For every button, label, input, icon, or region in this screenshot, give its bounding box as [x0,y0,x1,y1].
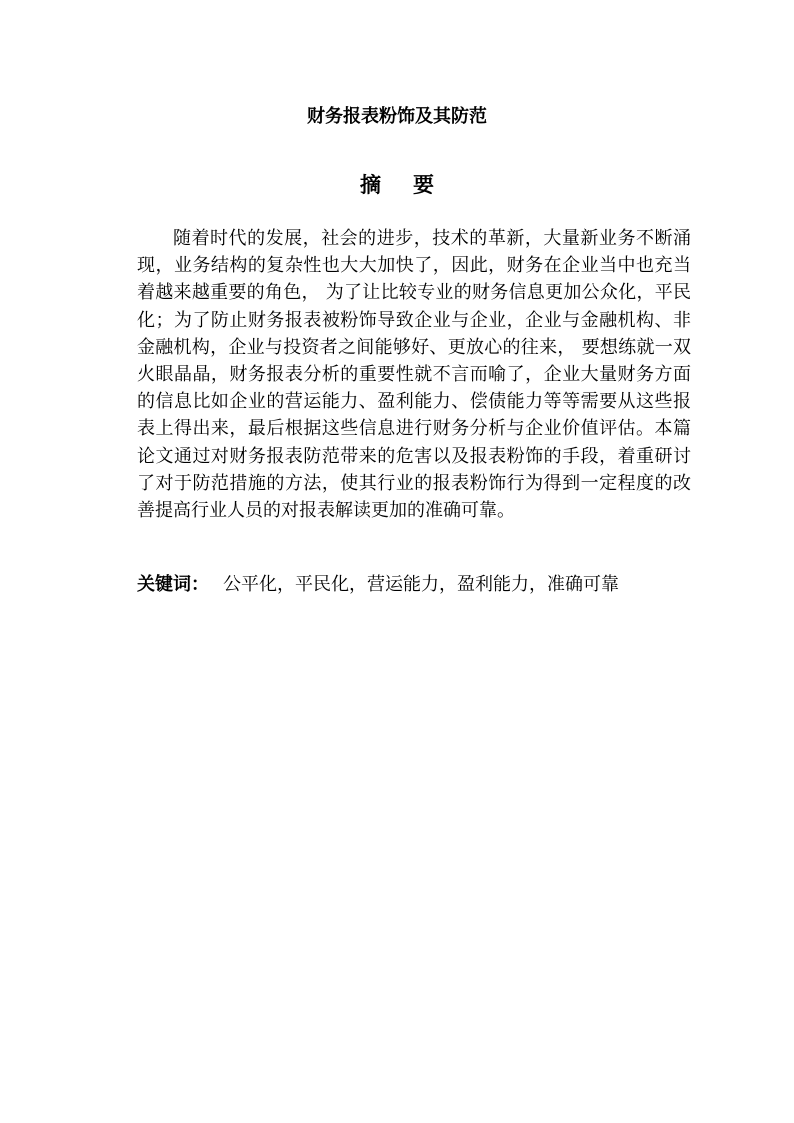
abstract-heading: 摘要 [360,173,466,197]
keywords-line [137,571,691,599]
keywords-text: 公平化，平民化，营运能力，盈利能力，准确可靠 [223,574,619,595]
document-title: 财务报表粉饰及其防范 [307,106,487,127]
keywords-label: 关键词： [137,574,209,595]
abstract-body: 随着时代的发展，社会的进步，技术的革新，大量新业务不断涌现，业务结构的复杂性也大大加快了，因此，财务在企业当中也充当着越来越重要的角色， 为了让比较专业的财务信息更加公众化，平民化；为了防止财务报表被粉饰导致企业与企业，企业与金融机构、非金融机构，企业与投资者之间能够好、更放心的往来， 要想练就一双火眼晶晶，财务报表分析的重要性就不言而喻了，企业大量财务方面的信息比如企业的营运能力、盈利能力、偿债能力等等需要从这些报表上得出来，最后根据这些信息进行财务分析与企业价值评估。本篇论文通过对财务报表防范带来的危害以及报表粉饰的手段，着重研讨了对于防范措施的方法，使其行业的报表粉饰行为得到一定程度的改善提高行业人员的对报表解读更加的准确可靠。 [137,228,691,522]
